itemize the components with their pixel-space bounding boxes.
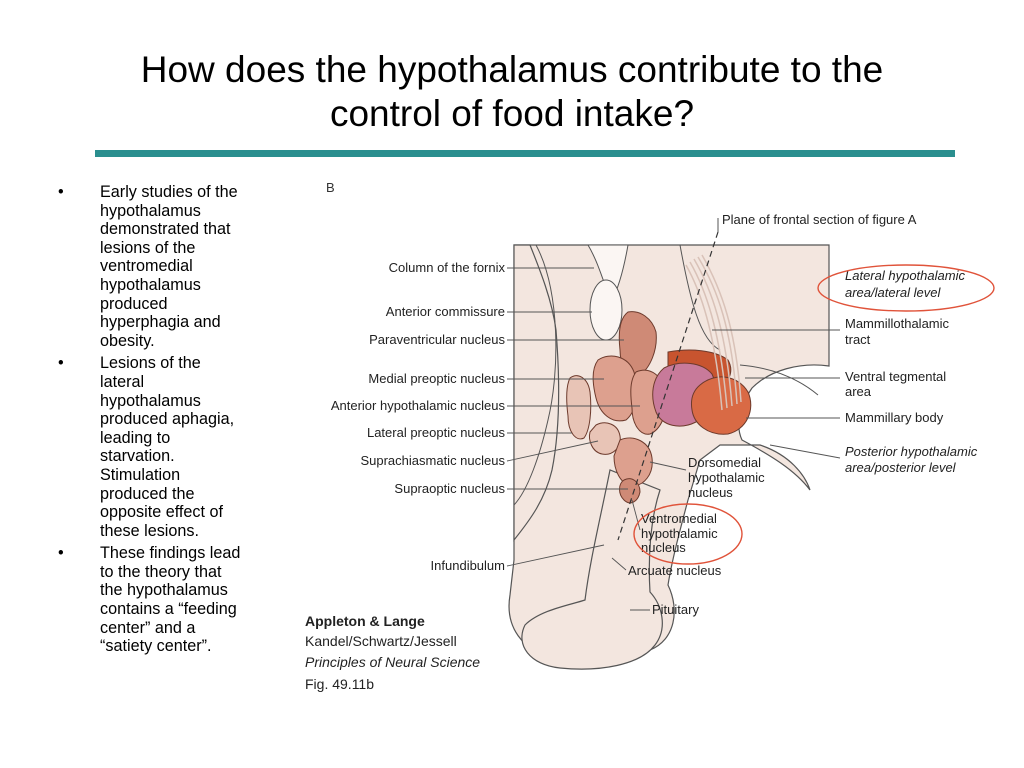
bullet-line: hypothalamus — [100, 275, 201, 294]
label-column-fornix: Column of the fornix — [388, 260, 505, 275]
bullet-dot-icon: • — [58, 544, 64, 563]
label-paraventricular: Paraventricular nucleus — [369, 332, 505, 347]
bullet-line: hypothalamus — [100, 391, 201, 410]
label-mammillary-body: Mammillary body — [845, 410, 944, 425]
bullet-line: ventromedial — [100, 257, 193, 276]
label-medial-preoptic: Medial preoptic nucleus — [368, 371, 505, 386]
bullet-line: demonstrated that — [100, 220, 231, 239]
anterior-commissure-shape — [590, 280, 622, 340]
bullet-line: the hypothalamus — [100, 581, 228, 600]
label-lateral-hyp-2: area/lateral level — [845, 285, 941, 300]
bullet-item — [58, 544, 288, 656]
slide-title-line-2: control of food intake? — [329, 93, 695, 134]
slide-title — [60, 48, 964, 136]
bullet-line: hyperphagia and — [100, 313, 221, 332]
label-anterior-hypothalamic: Anterior hypothalamic nucleus — [330, 398, 505, 413]
label-ventral-tegmental-1: Ventral tegmental — [845, 369, 947, 384]
bullet-item — [58, 354, 288, 540]
bullet-line: these lesions. — [100, 521, 199, 540]
bullet-line: produced — [100, 294, 168, 313]
bullet-line: These findings lead — [100, 544, 241, 563]
bullet-line: opposite effect of — [100, 503, 223, 522]
hypothalamus-diagram — [284, 170, 1024, 710]
panel-letter: B — [326, 180, 335, 195]
bullet-line: Lesions of the — [100, 354, 201, 373]
credit-publisher: Appleton & Lange — [305, 613, 425, 629]
credit-fig: Fig. 49.11b — [305, 676, 375, 692]
bullet-dot-icon: • — [58, 354, 64, 373]
bullet-line: leading to — [100, 428, 171, 447]
brain-tissue — [509, 245, 829, 662]
bullet-line: lesions of the — [100, 238, 196, 257]
bullet-line: lateral — [100, 372, 145, 391]
bullet-line: contains a “feeding — [100, 600, 237, 619]
label-ventromedial-2: hypothalamic — [641, 526, 718, 541]
bullet-line: to the theory that — [100, 562, 222, 581]
label-posterior-hyp-2: area/posterior level — [845, 460, 956, 475]
bullet-dot-icon: • — [58, 183, 64, 201]
lateral-preoptic-nucleus-shape — [567, 376, 591, 439]
label-posterior-hyp-1: Posterior hypothalamic — [845, 444, 978, 459]
label-pituitary: Pituitary — [652, 602, 699, 617]
bullet-line: produced aphagia, — [100, 410, 235, 429]
label-dorsomedial-1: Dorsomedial — [688, 455, 761, 470]
label-ventromedial-1: Ventromedial — [641, 511, 717, 526]
label-lateral-hyp-1: Lateral hypothalamic — [845, 268, 965, 283]
bullet-line: Early studies of the — [100, 183, 238, 201]
bullet-item — [58, 183, 288, 350]
slide-title-line-1: How does the hypothalamus contribute to the — [140, 49, 884, 90]
bullet-line: starvation. — [100, 447, 175, 466]
label-mammillothalamic-2: tract — [845, 332, 871, 347]
label-lateral-preoptic: Lateral preoptic nucleus — [366, 425, 505, 440]
label-suprachiasmatic: Suprachiasmatic nucleus — [360, 453, 505, 468]
label-dorsomedial-2: hypothalamic — [688, 470, 765, 485]
label-anterior-commissure: Anterior commissure — [385, 304, 505, 319]
label-ventral-tegmental-2: area — [845, 384, 872, 399]
label-ventromedial-3: nucleus — [641, 540, 686, 555]
label-infundibulum: Infundibulum — [430, 558, 505, 573]
credit-book: Principles of Neural Science — [305, 654, 481, 670]
label-mammillothalamic-1: Mammillothalamic — [845, 316, 950, 331]
bullet-line: center” and a — [100, 618, 196, 637]
suprachiasmatic-nucleus-shape — [590, 423, 621, 454]
title-underline-rule — [95, 150, 955, 157]
bullet-line: hypothalamus — [100, 201, 201, 220]
label-dorsomedial-3: nucleus — [688, 485, 733, 500]
plane-label: Plane of frontal section of figure A — [722, 212, 917, 227]
bullet-line: produced the — [100, 484, 195, 503]
bullet-line: “satiety center”. — [100, 637, 212, 656]
bullet-list — [58, 183, 288, 660]
credit-authors: Kandel/Schwartz/Jessell — [305, 633, 457, 649]
bullet-line: Stimulation — [100, 465, 181, 484]
label-supraoptic: Supraoptic nucleus — [394, 481, 505, 496]
bullet-line: obesity. — [100, 331, 155, 350]
label-arcuate: Arcuate nucleus — [628, 563, 722, 578]
